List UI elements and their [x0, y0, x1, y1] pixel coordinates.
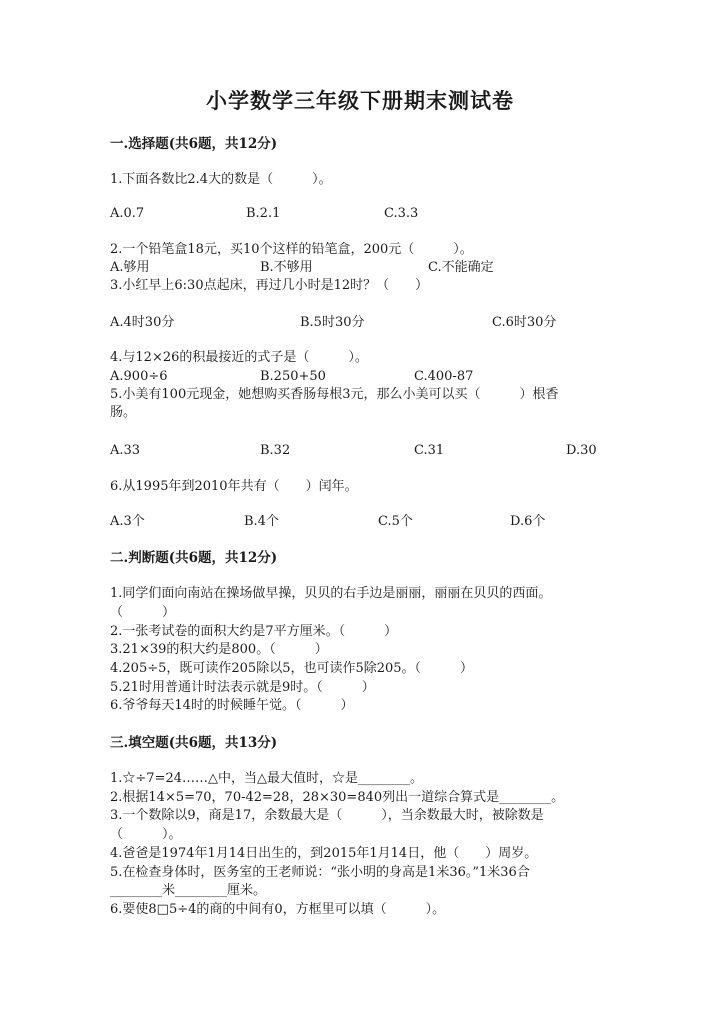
fill-item: 3.一个数除以9，商是17，余数最大是（ ），当余数最大时，被除数是	[110, 808, 544, 823]
option-a: A.0.7	[110, 206, 145, 221]
option-b: B.4个	[244, 514, 279, 529]
page-title: 小学数学三年级下册期末测试卷	[206, 88, 514, 113]
option-a: A.3个	[110, 514, 145, 529]
question-stem-line: 肠。	[110, 405, 137, 420]
question-stem: 2.一个铅笔盒18元，买10个这样的铅笔盒，200元（ ）。	[110, 242, 473, 257]
fill-item: 2.根据14×5=70，70-42=28，28×30=840列出一道综合算式是________。	[110, 790, 565, 805]
option-c: C.5个	[378, 514, 413, 529]
option-c: C.31	[414, 443, 445, 458]
judge-item: 1.同学们面向南站在操场做早操，贝贝的右手边是丽丽，丽丽在贝贝的西面。	[110, 586, 552, 601]
fill-item: 5.在检查身体时，医务室的王老师说：“张小明的身高是1米36。”1米36合	[110, 865, 530, 880]
option-b: B.250+50	[260, 369, 326, 384]
fill-item: 4.爸爸是1974年1月14日出生的，到2015年1月14日，他（ ）周岁。	[110, 846, 538, 861]
option-c: C.6时30分	[492, 315, 557, 330]
option-a: A.够用	[110, 260, 150, 275]
option-b: B.5时30分	[300, 315, 365, 330]
question-stem: 1.下面各数比2.4大的数是（ ）。	[110, 172, 332, 187]
option-c: C.3.3	[384, 206, 419, 221]
judge-item: 3.21×39的积大约是800。（ ）	[110, 642, 328, 657]
question-stem: 6.从1995年到2010年共有（ ）闰年。	[110, 479, 358, 494]
question-stem-line: 5.小美有100元现金，她想购买香肠每根3元，那么小美可以买（ ）根香	[110, 387, 559, 402]
fill-item: ________米________厘米。	[110, 883, 267, 898]
option-a: A.900÷6	[110, 369, 168, 384]
judge-item: 2.一张考试卷的面积大约是7平方厘米。（ ）	[110, 624, 398, 639]
judge-item-blank: （ ）	[110, 605, 176, 620]
judge-item: 5.21时用普通计时法表示就是9时。（ ）	[110, 680, 375, 695]
option-a: A.4时30分	[110, 315, 175, 330]
option-d: D.6个	[510, 514, 546, 529]
option-c: C.不能确定	[428, 260, 494, 275]
judge-item: 4.205÷5，既可读作205除以5，也可读作5除205。（ ）	[110, 661, 474, 676]
section-heading-choice: 一.选择题(共6题，共12分)	[110, 136, 278, 152]
section-heading-fill: 三.填空题(共6题，共13分)	[110, 735, 278, 751]
option-b: B.不够用	[260, 260, 313, 275]
option-d: D.30	[566, 443, 597, 458]
section-heading-judge: 二.判断题(共6题，共12分)	[110, 550, 278, 566]
option-a: A.33	[110, 443, 141, 458]
option-c: C.400-87	[414, 369, 474, 384]
fill-item: 1.☆÷7=24……△中，当△最大值时，☆是________。	[110, 771, 423, 786]
fill-item: 6.要使8□5÷4的商的中间有0，方框里可以填（ ）。	[110, 902, 446, 917]
judge-item: 6.爷爷每天14时的时候睡午觉。（ ）	[110, 698, 354, 713]
option-b: B.2.1	[246, 206, 281, 221]
fill-item: （ ）。	[110, 827, 182, 842]
question-stem: 4.与12×26的积最接近的式子是（ ）。	[110, 350, 368, 365]
question-stem: 3.小红早上6:30点起床，再过几小时是12时？（ ）	[110, 278, 429, 293]
option-b: B.32	[260, 443, 291, 458]
